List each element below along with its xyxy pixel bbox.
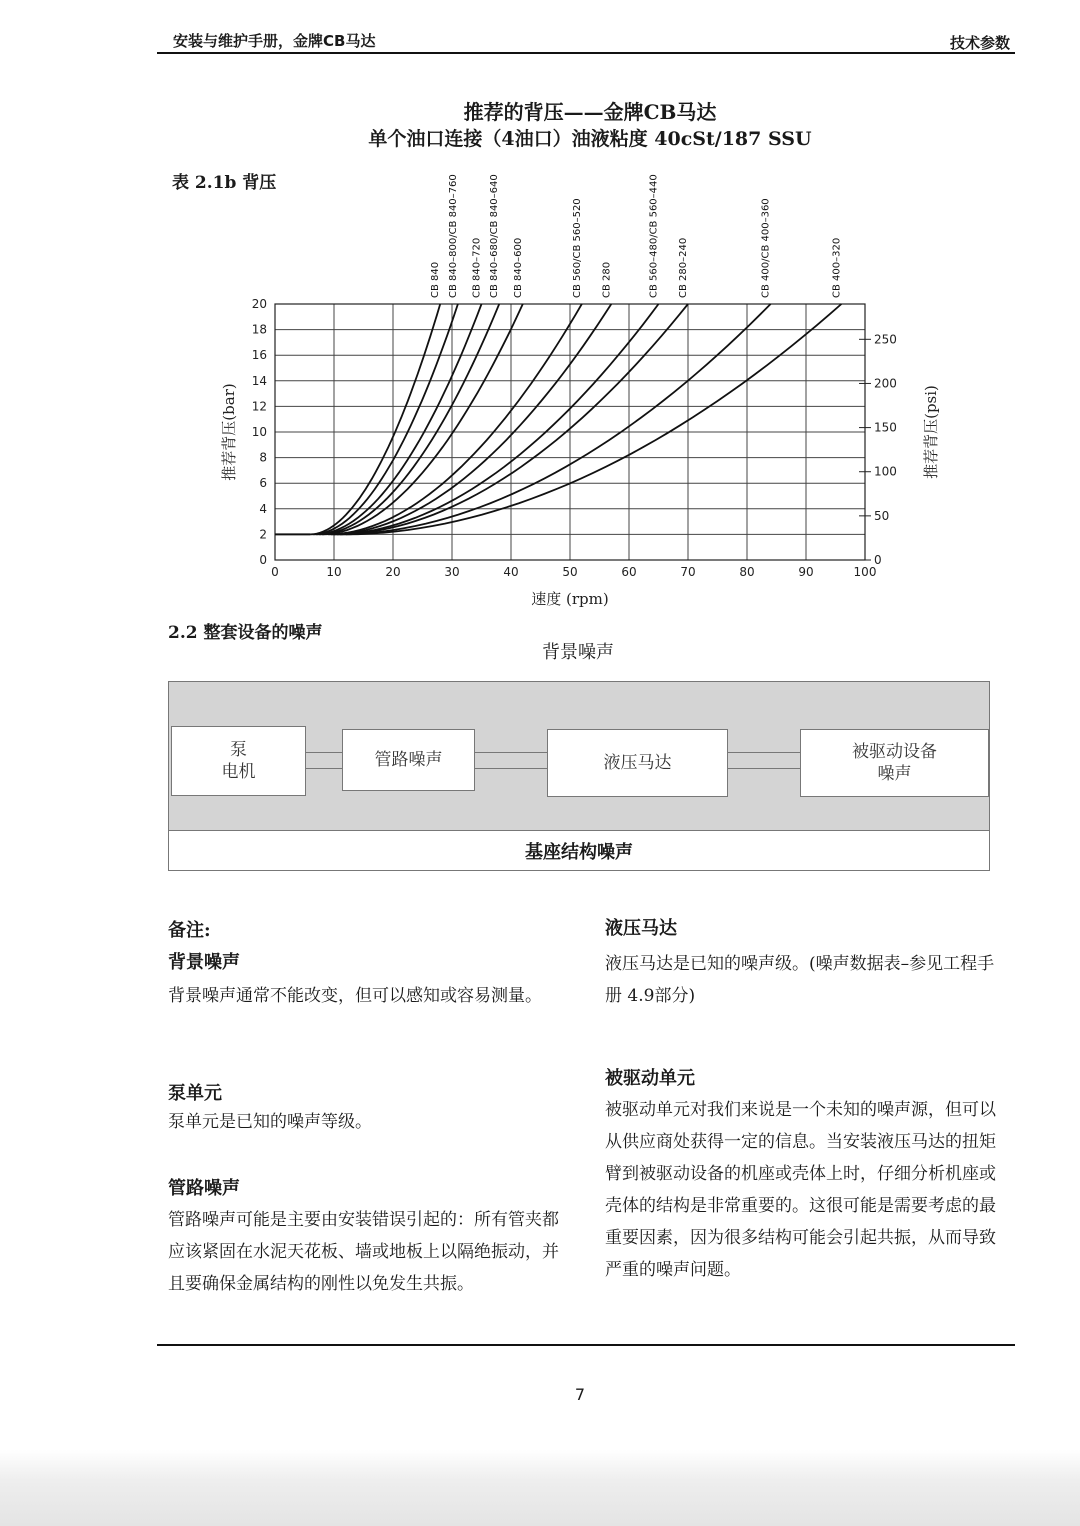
series-label: CB 840–680/CB 840–640 xyxy=(489,174,501,298)
y-tick-label: 8 xyxy=(259,450,267,465)
x-tick-label: 20 xyxy=(385,565,401,579)
driven-unit-text: 被驱动单元对我们来说是一个未知的噪声源，但可以从供应商处获得一定的信息。当安装液压马达的扭矩臂到被驱动设备的机座或壳体上时，仔细分析机座或壳体的结构是非常重要的。这很可能是需要考虑的最重要因素，因为很多结构可能会引起共振，从而导致严重的噪声问题。 xyxy=(605,1100,996,1280)
y2-tick-label: 200 xyxy=(874,376,897,391)
x-tick-label: 70 xyxy=(680,565,696,579)
chart-subtitle: 单个油口连接（4油口）油液粘度 40cSt/187 SSU xyxy=(368,128,812,150)
background-noise-text: 背景噪声通常不能改变，但可以感知或容易测量。 xyxy=(168,986,542,1006)
hydraulic-motor-text: 液压马达是已知的噪声级。(噪声数据表–参见工程手册 4.9部分) xyxy=(605,954,995,1006)
y-tick-label: 0 xyxy=(259,553,267,567)
series-label: CB 560–480/CB 560–440 xyxy=(648,174,660,298)
x-tick-label: 40 xyxy=(503,565,519,579)
base-structure-noise-label: 基座结构噪声 xyxy=(525,841,633,863)
page-number: 7 xyxy=(574,1385,586,1404)
noise-diagram xyxy=(168,681,990,871)
y2-tick-label: 250 xyxy=(874,332,897,347)
series-label: CB 560/CB 560–520 xyxy=(571,198,583,298)
header-section-title: 技术参数 xyxy=(949,34,1010,52)
series-line xyxy=(319,304,499,534)
pipe-noise-box: 管路噪声 xyxy=(342,729,475,791)
scan-edge-shadow xyxy=(0,1450,1080,1526)
x-tick-label: 0 xyxy=(271,565,279,579)
connector-line xyxy=(305,752,343,753)
hydraulic-motor-heading: 液压马达 xyxy=(605,918,677,939)
pipe-noise-text: 管路噪声可能是主要由安装错误引起的：所有管夹都应该紧固在水泥天花板、墙或地板上以隔绝振动，并且要确保金属结构的刚性以免发生共振。 xyxy=(168,1210,559,1294)
driven-unit-heading: 被驱动单元 xyxy=(605,1068,695,1089)
series-label: CB 400/CB 400–360 xyxy=(760,198,772,298)
y-tick-label: 16 xyxy=(251,348,267,363)
y-tick-label: 18 xyxy=(251,322,267,337)
series-label: CB 280–240 xyxy=(678,237,689,298)
x-tick-label: 10 xyxy=(326,565,342,579)
y-tick-label: 12 xyxy=(251,399,267,414)
x-tick-label: 30 xyxy=(444,565,460,579)
pump-unit-heading: 泵单元 xyxy=(168,1083,222,1104)
y2-tick-label: 150 xyxy=(874,420,897,435)
y2-tick-label: 50 xyxy=(874,508,890,523)
x-tick-label: 90 xyxy=(798,565,814,579)
pump-motor-box: 泵 电机 xyxy=(171,726,306,796)
series-label: CB 840 xyxy=(430,261,442,298)
header-manual-title: 安装与维护手册，金牌CB马达 xyxy=(173,32,376,50)
connector-line xyxy=(305,768,343,769)
y-tick-label: 14 xyxy=(251,373,267,388)
series-line xyxy=(331,304,611,534)
pump-unit-text: 泵单元是已知的噪声等级。 xyxy=(168,1112,372,1132)
notes-heading: 备注: xyxy=(168,920,211,941)
pipe-noise-heading: 管路噪声 xyxy=(168,1178,240,1199)
y-tick-label: 6 xyxy=(259,476,267,491)
diagram-title: 背景噪声 xyxy=(542,642,614,663)
connector-line xyxy=(727,752,801,753)
series-line xyxy=(337,304,688,534)
y-tick-label: 4 xyxy=(259,501,267,516)
background-noise-heading: 背景噪声 xyxy=(168,952,240,973)
y-axis-label: 推荐背压(bar) xyxy=(220,383,238,481)
series-label: CB 400–320 xyxy=(831,237,843,298)
x-tick-label: 60 xyxy=(621,565,637,579)
y2-tick-label: 100 xyxy=(874,464,897,479)
y-tick-label: 2 xyxy=(259,527,267,542)
series-label: CB 840–600 xyxy=(512,237,524,298)
series-line xyxy=(316,304,481,534)
section-title: 2.2 整套设备的噪声 xyxy=(168,623,323,643)
connector-line xyxy=(474,752,548,753)
y-tick-label: 10 xyxy=(251,425,267,439)
x-axis-label: 速度 (rpm) xyxy=(531,590,609,608)
hydraulic-motor-box: 液压马达 xyxy=(547,729,728,797)
y-tick-label: 20 xyxy=(251,297,267,311)
back-pressure-chart xyxy=(0,0,1080,615)
footer-rule xyxy=(157,1344,1015,1346)
connector-line xyxy=(727,768,801,769)
x-tick-label: 50 xyxy=(562,565,578,579)
series-label: CB 840–720 xyxy=(471,237,483,298)
chart-title: 推荐的背压——金牌CB马达 xyxy=(463,100,717,124)
series-line xyxy=(340,304,771,534)
series-label: CB 840–800/CB 840–760 xyxy=(447,174,459,298)
connector-line xyxy=(474,768,548,769)
x-tick-label: 80 xyxy=(739,565,755,579)
y2-tick-label: 0 xyxy=(874,553,882,567)
table-label: 表 2.1b 背压 xyxy=(172,173,277,193)
series-label: CB 280 xyxy=(601,261,613,298)
x-tick-label: 100 xyxy=(853,565,877,579)
driven-equipment-box: 被驱动设备 噪声 xyxy=(800,729,989,797)
y2-axis-label: 推荐背压(psi) xyxy=(922,385,940,479)
